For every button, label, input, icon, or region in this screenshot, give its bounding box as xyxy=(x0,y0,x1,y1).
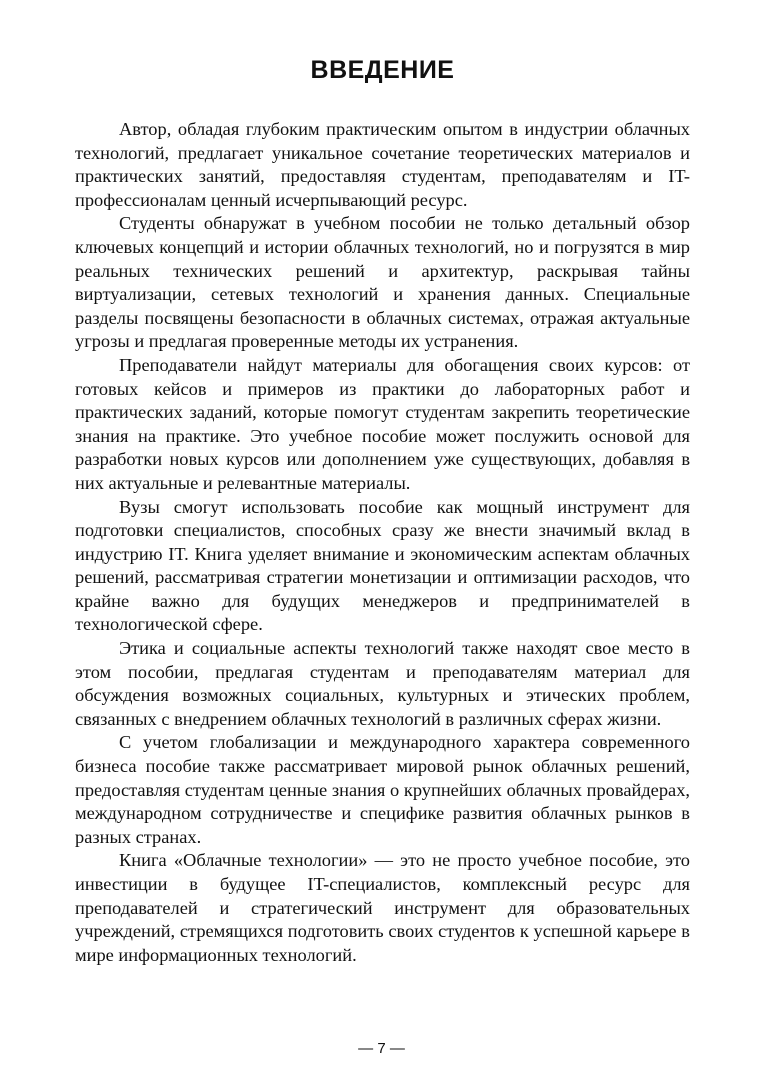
paragraph-universities: Вузы смогут использовать пособие как мощный инструмент для подготовки специалистов, способных сразу же внести значимый вклад в индустрию IT. Книга уделяет внимание и экономическим аспектам облачных решений, рассматривая стратегии монетизации и оптимизации расходов, что крайне важно для будущих менеджеров и предпринимателей в технологической сфере. xyxy=(75,496,690,635)
paragraph-globalization: С учетом глобализации и международного характера современного бизнеса пособие также рассматривает мировой рынок облачных решений, предоставляя студентам ценные знания о крупнейших облачных провайдерах, международном сотрудничестве и специфике развития облачных рынков в разных странах. xyxy=(75,732,690,847)
paragraph-conclusion: Книга «Облачные технологии» — это не просто учебное пособие, это инвестиции в будущее IT-специалистов, комплексный ресурс для преподавателей и стратегический инструмент для образовательных учреждений, стремящихся подготовить своих студентов к успешной карьере в мире информационных технологий. xyxy=(75,850,690,965)
page-number: — 7 — xyxy=(358,1040,405,1057)
paragraph-students: Студенты обнаружат в учебном пособии не только детальный обзор ключевых концепций и истории облачных технологий, но и погрузятся в мир реальных технических решений и архитектур, раскрывая тайны виртуализации, сетевых технологий и хранения данных. Специальные разделы посвящены безопасности в облачных системах, отражая актуальные угрозы и предлагая проверенные методы их устранения. xyxy=(75,213,690,352)
paragraph-ethics: Этика и социальные аспекты технологий также находят свое место в этом пособии, предлагая студентам и преподавателям материал для обсуждения возможных социальных, культурных и этических проблем, связанных с внедрением облачных технологий в различных сферах жизни. xyxy=(75,638,690,729)
page-title: ВВЕДЕНИЕ xyxy=(310,56,455,84)
paragraph-author: Автор, обладая глубоким практическим опытом в индустрии облачных технологий, предлагает уникальное сочетание теоретических материалов и практических занятий, предоставляя студентам, преподавателям и IT-профессионалам ценный исчерпывающий ресурс. xyxy=(75,119,690,210)
paragraph-teachers: Преподаватели найдут материалы для обогащения своих курсов: от готовых кейсов и примеров из практики до лабораторных работ и практических заданий, которые помогут студентам закрепить теоретические знания на практике. Это учебное пособие может послужить основой для разработки новых курсов или дополнением уже существующих, добавляя в них актуальные и релевантные материалы. xyxy=(75,354,690,493)
document-page xyxy=(75,52,690,967)
